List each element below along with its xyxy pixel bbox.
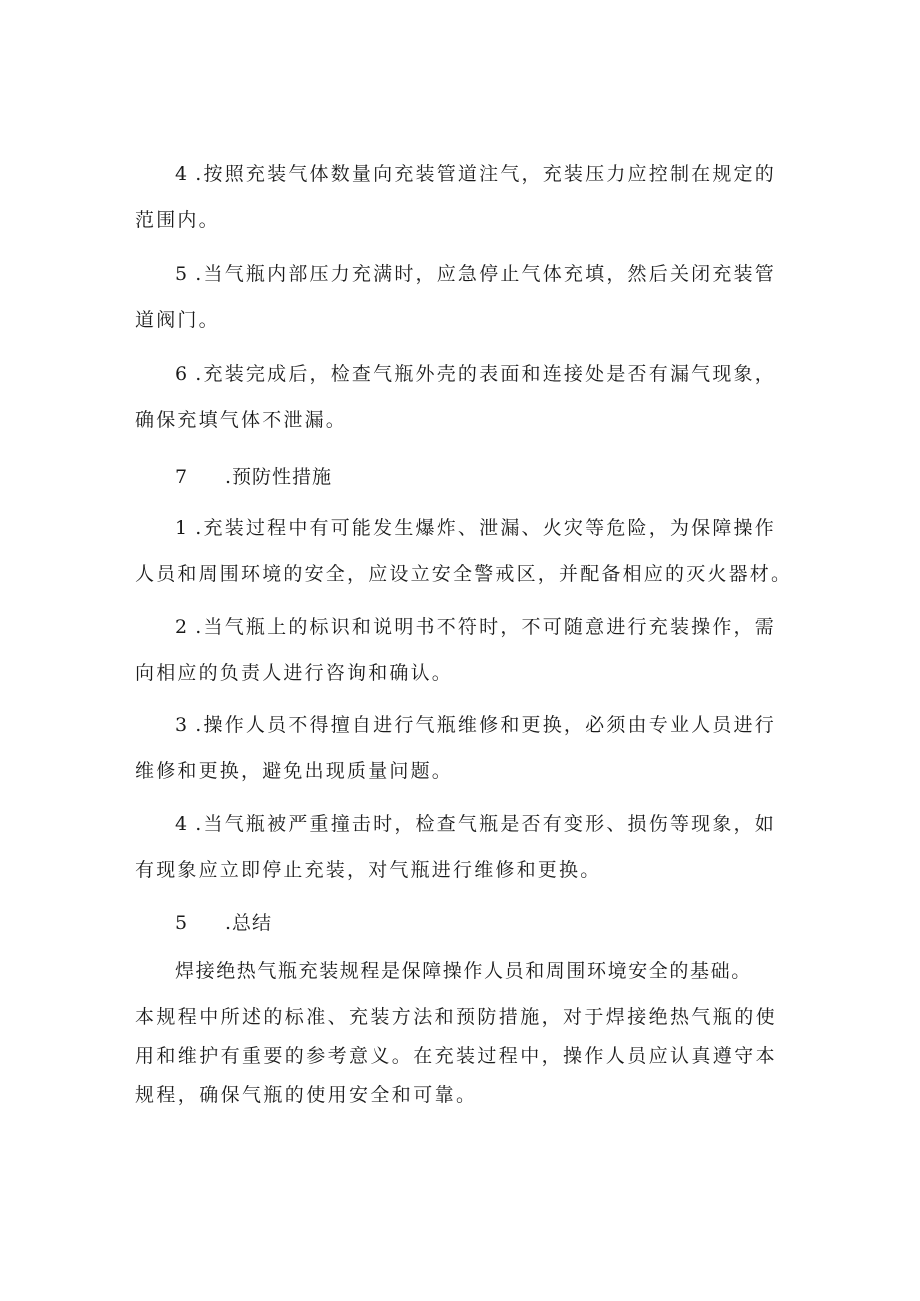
list-item: [135, 351, 795, 443]
summary-paragraph: 本规程中所述的标准、充装方法和预防措施，对于焊接绝热气瓶的使用和维护有重要的参考意义。在充装过程中，操作人员应认真遵守本规程，确保气瓶的使用安全和可靠。: [135, 1006, 778, 1106]
item-number: 2: [175, 616, 190, 638]
item-text: .操作人员不得擅自进行气瓶维修和更换，必须由专业人员进行维修和更换，避免出现质量问题。: [135, 714, 776, 782]
item-text: .当气瓶上的标识和说明书不符时，不可随意进行充装操作，需向相应的负责人进行咨询和确认。: [135, 616, 776, 684]
item-number: 3: [175, 714, 190, 736]
item-text: .当气瓶内部压力充满时，应急停止气体充填，然后关闭充装管道阀门。: [135, 263, 776, 331]
item-text: .充装过程中有可能发生爆炸、泄漏、火灾等危险，为保障操作人员和周围环境的安全，应设立安全警戒区，并配备相应的灭火器材。: [135, 517, 793, 585]
item-number: 1: [175, 517, 190, 539]
item-text: .充装完成后，检查气瓶外壳的表面和连接处是否有漏气现象，确保充填气体不泄漏。: [135, 363, 776, 431]
list-item: [135, 505, 795, 597]
item-text: .按照充装气体数量向充装管道注气，充装压力应控制在规定的范围内。: [135, 163, 776, 231]
item-number: 4: [175, 163, 190, 185]
summary-first-line: 焊接绝热气瓶充装规程是保障操作人员和周围环境安全的基础。: [175, 960, 752, 982]
item-text: .当气瓶被严重撞击时，检查气瓶是否有变形、损伤等现象，如有现象应立即停止充装，对气瓶进行维修和更换。: [135, 813, 776, 881]
list-item: [135, 801, 795, 893]
heading-number: 7: [175, 466, 189, 488]
heading-text: .总结: [225, 912, 273, 934]
item-number: 6: [175, 363, 190, 385]
list-item: [135, 251, 795, 343]
heading-number: 5: [175, 912, 189, 934]
list-item: [135, 702, 795, 794]
list-item: [135, 151, 795, 243]
section-heading: [175, 462, 332, 492]
item-number: 5: [175, 263, 190, 285]
heading-text: .预防性措施: [225, 466, 333, 488]
section-heading: [175, 908, 272, 938]
list-item: [135, 604, 795, 696]
item-number: 4: [175, 813, 190, 835]
